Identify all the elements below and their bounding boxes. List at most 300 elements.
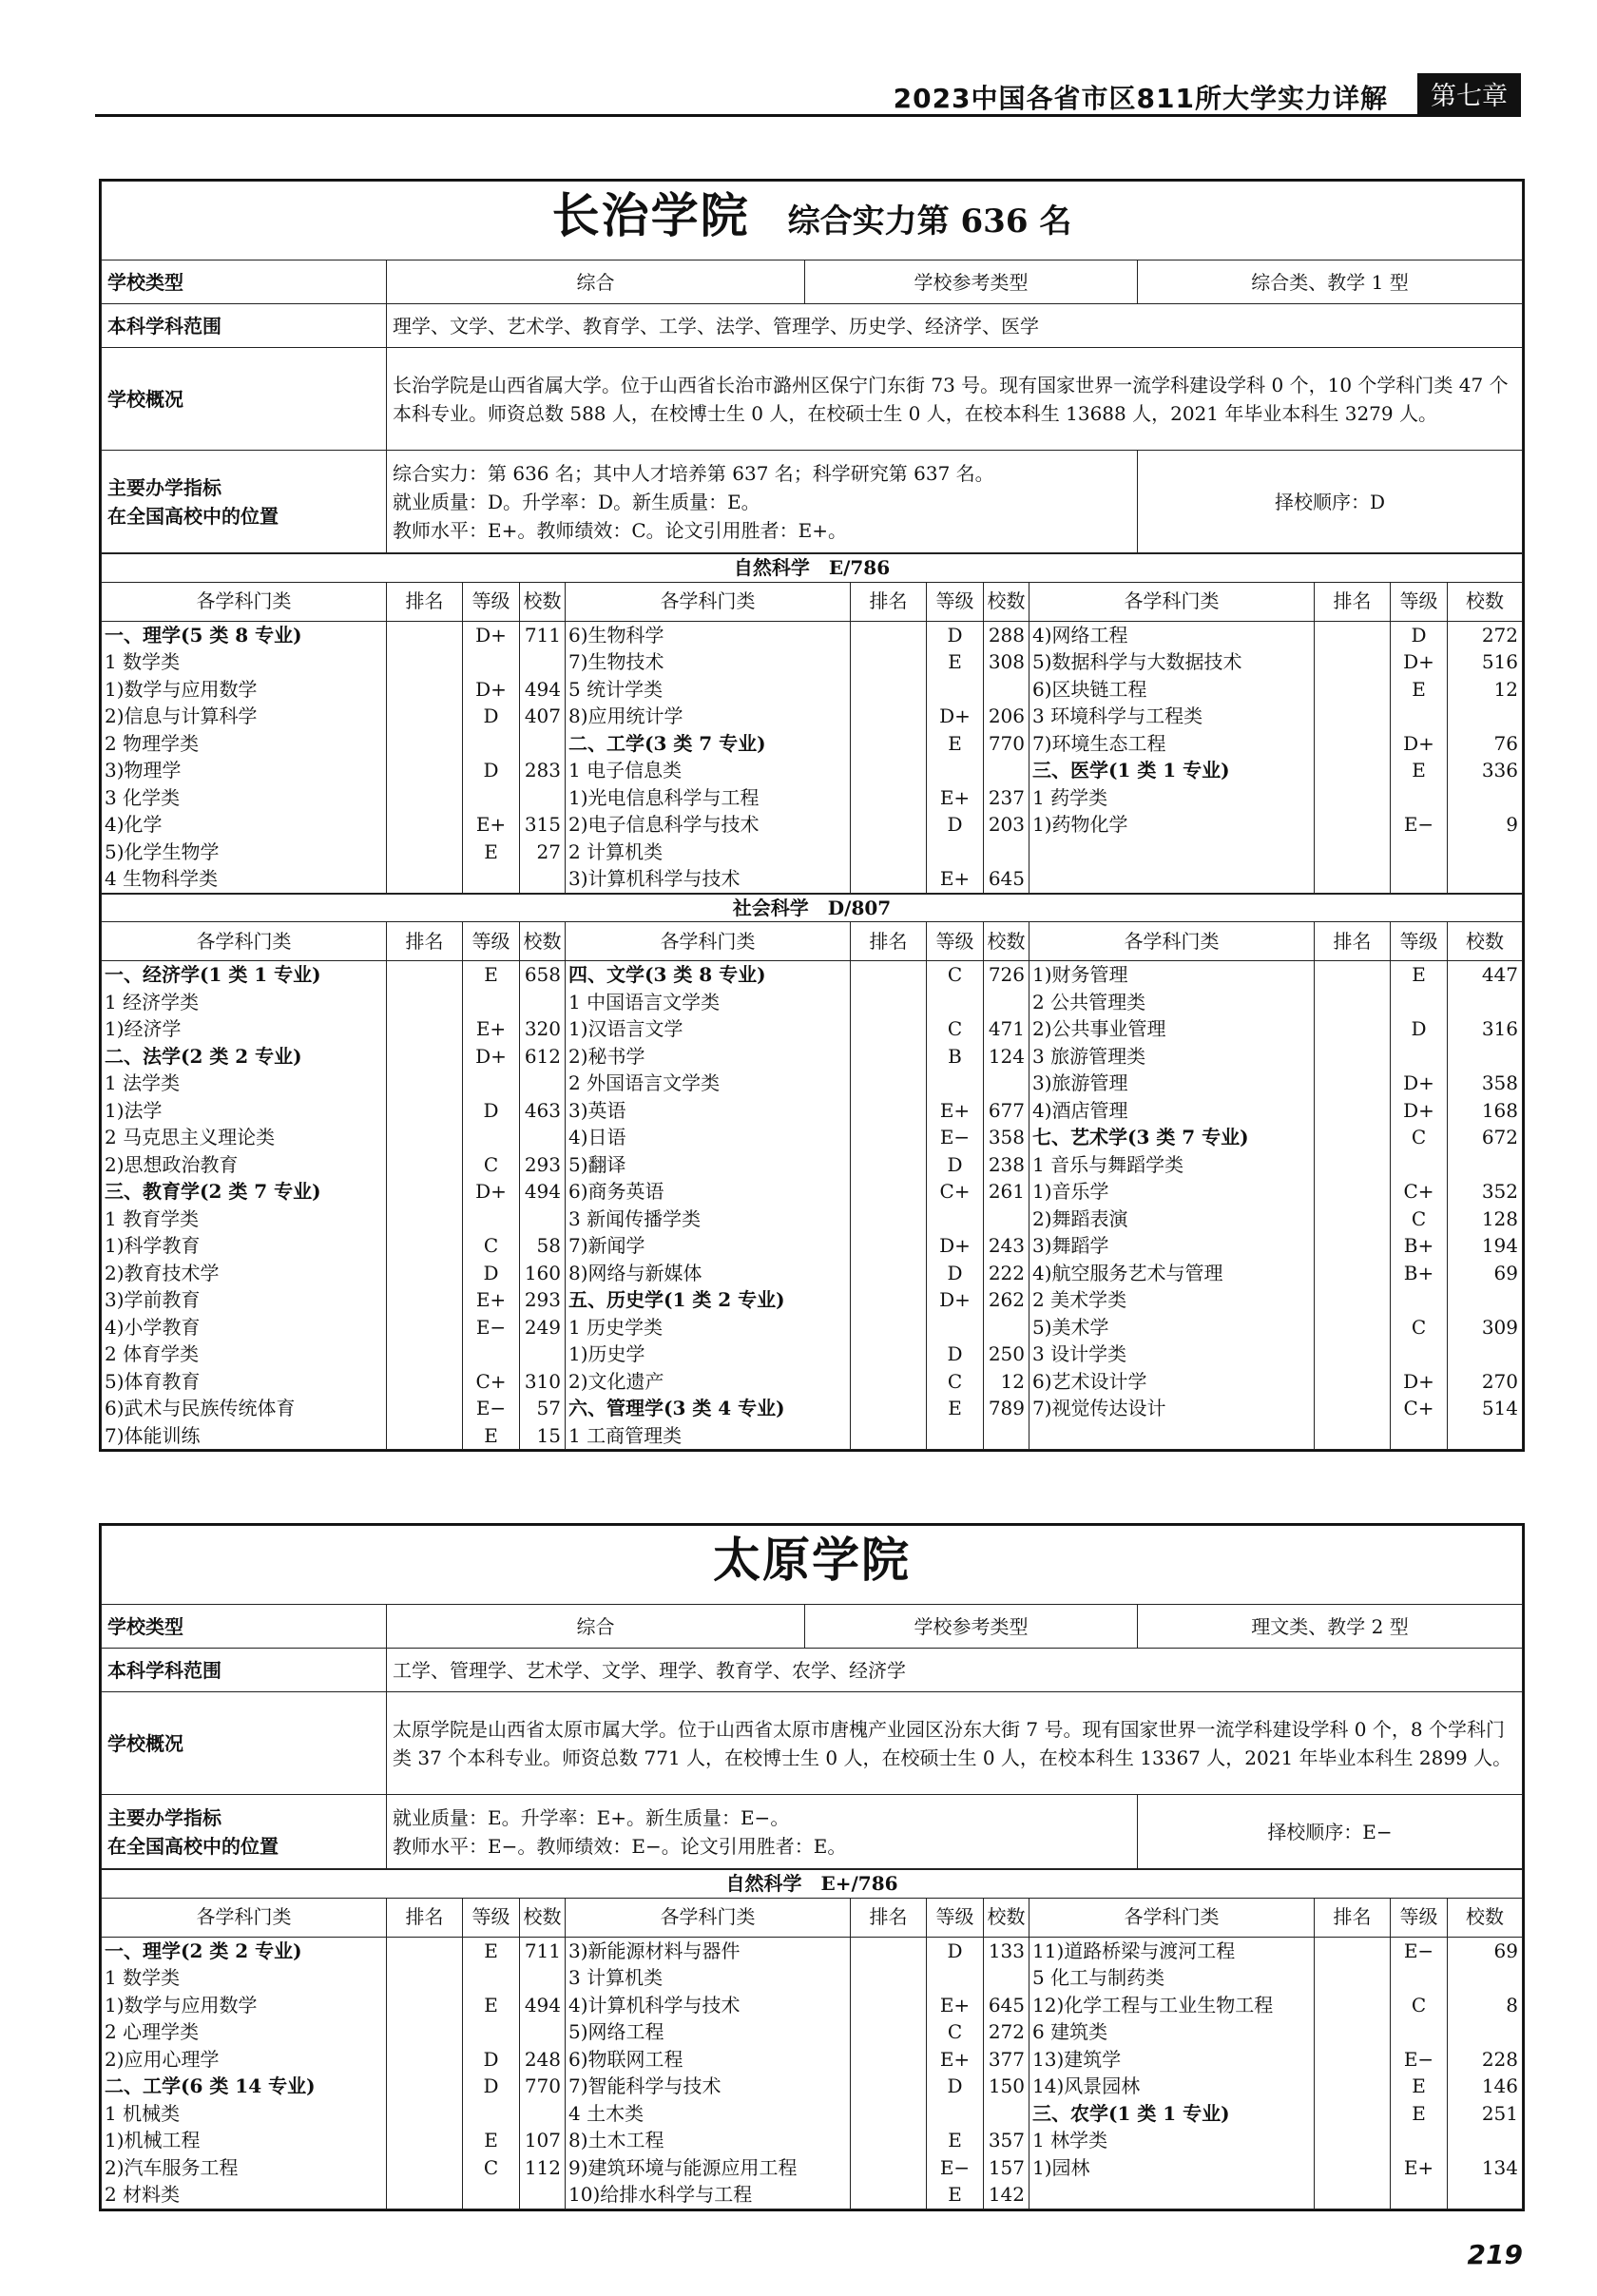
grade-cell	[927, 989, 984, 1016]
rank-cell	[851, 1395, 927, 1422]
column-header-row	[102, 582, 1523, 621]
count-cell: 194	[1448, 1232, 1523, 1260]
count-cell	[520, 2100, 566, 2128]
label-school-type: 学校类型	[102, 260, 387, 304]
subject-cell: 1 工商管理类	[566, 1422, 851, 1450]
grade-cell: E	[463, 1992, 520, 2019]
rank-cell	[851, 676, 927, 704]
col-rank: 排名	[1315, 1898, 1391, 1937]
count-cell: 658	[520, 961, 566, 989]
count-cell: 12	[984, 1368, 1029, 1396]
count-cell	[520, 648, 566, 676]
rank-cell	[851, 1015, 927, 1043]
rank-cell	[1315, 1206, 1391, 1233]
natural-science-table	[101, 553, 1523, 894]
count-cell: 494	[520, 1992, 566, 2019]
social-science-header: 社会科学 D/807	[102, 894, 1523, 922]
grade-cell: E	[463, 839, 520, 866]
subject-cell: 4)航空服务艺术与管理	[1029, 1260, 1315, 1287]
rank-cell	[387, 2046, 463, 2074]
count-cell	[1448, 839, 1523, 866]
grade-cell: D+	[463, 1043, 520, 1071]
col-grade: 等级	[927, 582, 984, 621]
rank-cell	[387, 1341, 463, 1368]
school-name: 长治学院	[551, 187, 750, 243]
count-cell: 69	[1448, 1937, 1523, 1964]
grade-cell: E+	[927, 865, 984, 893]
grade-cell: E	[1391, 757, 1448, 784]
rank-cell	[387, 730, 463, 758]
grade-cell: E+	[463, 1286, 520, 1314]
count-cell: 238	[984, 1151, 1029, 1179]
grade-cell	[1391, 2127, 1448, 2154]
rank-cell	[851, 730, 927, 758]
count-cell: 336	[1448, 757, 1523, 784]
table-row	[102, 2181, 1523, 2209]
subject-cell: 4)酒店管理	[1029, 1097, 1315, 1125]
count-cell: 76	[1448, 730, 1523, 758]
count-cell: 249	[520, 1314, 566, 1341]
count-cell: 645	[984, 865, 1029, 893]
grade-cell: C	[463, 1151, 520, 1179]
grade-cell: D+	[463, 621, 520, 648]
rank-cell	[851, 1422, 927, 1450]
count-cell: 168	[1448, 1097, 1523, 1125]
school-card-taiyuan	[99, 1523, 1525, 2211]
count-cell	[520, 1341, 566, 1368]
count-cell: 157	[984, 2154, 1029, 2182]
grade-cell: E	[1391, 2073, 1448, 2100]
grade-cell: E	[463, 2127, 520, 2154]
count-cell	[520, 2181, 566, 2209]
rank-cell	[1315, 1232, 1391, 1260]
ref-type-value: 综合类、教学 1 型	[1138, 260, 1523, 304]
label-indicators-line2: 在全国高校中的位置	[107, 1834, 279, 1858]
school-title	[102, 182, 1523, 260]
social-science-table	[101, 894, 1523, 1451]
subject-cell: 4)日语	[566, 1124, 851, 1151]
subject-cell	[1029, 2181, 1315, 2209]
running-header	[95, 70, 1521, 117]
rank-cell	[1315, 1070, 1391, 1097]
subject-cell: 8)应用统计学	[566, 703, 851, 730]
grade-cell	[1391, 865, 1448, 893]
count-cell: 711	[520, 621, 566, 648]
table-row	[102, 648, 1523, 676]
rank-cell	[1315, 961, 1391, 989]
rank-cell	[1315, 865, 1391, 893]
rank-cell	[387, 1395, 463, 1422]
natural-science-table	[101, 1869, 1523, 2209]
grade-cell	[1391, 839, 1448, 866]
col-rank: 排名	[1315, 922, 1391, 961]
count-cell: 288	[984, 621, 1029, 648]
rank-cell	[851, 1232, 927, 1260]
scope-value: 工学、管理学、艺术学、文学、理学、教育学、农学、经济学	[387, 1649, 1523, 1692]
count-cell: 352	[1448, 1178, 1523, 1206]
rank-cell	[1315, 1368, 1391, 1396]
subject-cell: 8)网络与新媒体	[566, 1260, 851, 1287]
rank-cell	[851, 1070, 927, 1097]
count-cell: 124	[984, 1043, 1029, 1071]
grade-cell	[1391, 1286, 1448, 1314]
subject-cell	[1029, 865, 1315, 893]
subject-cell: 3 环境科学与工程类	[1029, 703, 1315, 730]
subject-cell: 3 化学类	[102, 784, 387, 812]
grade-cell: D	[927, 811, 984, 839]
grade-cell	[463, 648, 520, 676]
grade-cell	[463, 2100, 520, 2128]
grade-cell	[927, 839, 984, 866]
subject-cell: 6 建筑类	[1029, 2018, 1315, 2046]
label-scope: 本科学科范围	[102, 1649, 387, 1692]
grade-cell: D+	[1391, 1070, 1448, 1097]
count-cell: 57	[520, 1395, 566, 1422]
grade-cell	[1391, 784, 1448, 812]
label-indicators-line1: 主要办学指标	[107, 1805, 221, 1829]
grade-cell: C	[1391, 1992, 1448, 2019]
count-cell	[984, 757, 1029, 784]
col-subject: 各学科门类	[566, 582, 851, 621]
grade-cell: E	[1391, 2100, 1448, 2128]
count-cell: 150	[984, 2073, 1029, 2100]
grade-cell	[463, 1124, 520, 1151]
grade-cell: D	[927, 1151, 984, 1179]
count-cell: 357	[984, 2127, 1029, 2154]
social-science-rows	[102, 961, 1523, 1450]
count-cell: 27	[520, 839, 566, 866]
rank-cell	[387, 757, 463, 784]
col-subject: 各学科门类	[102, 922, 387, 961]
ref-type-value: 理文类、教学 2 型	[1138, 1605, 1523, 1649]
table-row	[102, 1964, 1523, 1992]
rank-cell	[1315, 703, 1391, 730]
grade-cell	[927, 1422, 984, 1450]
count-cell: 69	[1448, 1260, 1523, 1287]
count-cell: 9	[1448, 811, 1523, 839]
indicator-line: 就业质量：D。升学率：D。新生质量：E。	[393, 490, 760, 513]
indicator-line: 教师水平：E+。教师绩效：C。论文引用胜者：E+。	[393, 518, 848, 542]
grade-cell	[1391, 989, 1448, 1016]
grade-cell	[927, 2100, 984, 2128]
subject-cell: 4)化学	[102, 811, 387, 839]
count-cell: 494	[520, 1178, 566, 1206]
rank-cell	[1315, 2018, 1391, 2046]
subject-cell: 11)道路桥梁与渡河工程	[1029, 1937, 1315, 1964]
col-count: 校数	[984, 922, 1029, 961]
grade-cell: E+	[463, 811, 520, 839]
subject-cell: 2 马克思主义理论类	[102, 1124, 387, 1151]
grade-cell: E−	[463, 1395, 520, 1422]
subject-cell: 1)音乐学	[1029, 1178, 1315, 1206]
grade-cell: C	[927, 961, 984, 989]
grade-cell: C	[463, 2154, 520, 2182]
count-cell	[984, 2100, 1029, 2128]
grade-cell: E+	[927, 784, 984, 812]
table-row	[102, 1341, 1523, 1368]
col-subject: 各学科门类	[102, 1898, 387, 1937]
col-count: 校数	[1448, 1898, 1523, 1937]
grade-cell: E−	[927, 2154, 984, 2182]
count-cell	[520, 1964, 566, 1992]
school-name: 太原学院	[713, 1532, 911, 1588]
grade-cell: D+	[927, 703, 984, 730]
table-row	[102, 1070, 1523, 1097]
rank-cell	[851, 621, 927, 648]
rank-cell	[851, 648, 927, 676]
subject-cell: 5)数据科学与大数据技术	[1029, 648, 1315, 676]
count-cell: 672	[1448, 1124, 1523, 1151]
natural-science-rows	[102, 621, 1523, 893]
rank-cell	[851, 2100, 927, 2128]
table-row	[102, 1206, 1523, 1233]
indicator-line: 就业质量：E。升学率：E+。新生质量：E−。	[393, 1805, 790, 1829]
grade-cell: D	[927, 1341, 984, 1368]
subject-cell: 5)美术学	[1029, 1314, 1315, 1341]
rank-cell	[387, 1260, 463, 1287]
grade-cell	[927, 757, 984, 784]
table-row	[102, 2073, 1523, 2100]
subject-cell: 2 美术学类	[1029, 1286, 1315, 1314]
grade-cell	[463, 989, 520, 1016]
subject-cell: 2)文化遗产	[566, 1368, 851, 1396]
grade-cell: D+	[1391, 648, 1448, 676]
rank-cell	[387, 2018, 463, 2046]
grade-cell	[1391, 703, 1448, 730]
rank-cell	[387, 1937, 463, 1964]
subject-cell: 3)英语	[566, 1097, 851, 1125]
grade-cell	[463, 2018, 520, 2046]
rank-cell	[1315, 1286, 1391, 1314]
grade-cell: D	[463, 1260, 520, 1287]
subject-cell: 3)舞蹈学	[1029, 1232, 1315, 1260]
col-subject: 各学科门类	[566, 922, 851, 961]
grade-cell	[463, 1206, 520, 1233]
subject-cell: 7)视觉传达设计	[1029, 1395, 1315, 1422]
subject-cell: 2 外国语言文学类	[566, 1070, 851, 1097]
subject-cell: 2)舞蹈表演	[1029, 1206, 1315, 1233]
rank-cell	[1315, 811, 1391, 839]
natural-science-header: 自然科学 E+/786	[102, 1870, 1523, 1899]
col-rank: 排名	[387, 1898, 463, 1937]
count-cell: 494	[520, 676, 566, 704]
subject-cell: 1 林学类	[1029, 2127, 1315, 2154]
grade-cell: E+	[927, 1097, 984, 1125]
subject-cell: 四、文学(3 类 8 专业)	[566, 961, 851, 989]
grade-cell	[463, 784, 520, 812]
subject-cell: 12)化学工程与工业生物工程	[1029, 1992, 1315, 2019]
choice-order: 择校顺序：E−	[1138, 1795, 1523, 1869]
subject-cell: 5)翻译	[566, 1151, 851, 1179]
rank-cell	[1315, 1964, 1391, 1992]
label-indicators	[102, 1795, 387, 1869]
rank-cell	[851, 2127, 927, 2154]
subject-cell: 5)化学生物学	[102, 839, 387, 866]
col-count: 校数	[984, 582, 1029, 621]
subject-cell: 2 体育学类	[102, 1341, 387, 1368]
subject-cell: 4 土木类	[566, 2100, 851, 2128]
grade-cell: E+	[927, 1992, 984, 2019]
grade-cell: D+	[1391, 1368, 1448, 1396]
rank-cell	[387, 1314, 463, 1341]
count-cell: 222	[984, 1260, 1029, 1287]
table-row	[102, 2127, 1523, 2154]
rank-cell	[1315, 2073, 1391, 2100]
table-row	[102, 811, 1523, 839]
col-subject: 各学科门类	[102, 582, 387, 621]
subject-cell: 1)历史学	[566, 1341, 851, 1368]
col-grade: 等级	[463, 582, 520, 621]
subject-cell: 二、工学(6 类 14 专业)	[102, 2073, 387, 2100]
subject-cell: 6)生物科学	[566, 621, 851, 648]
subject-cell: 2 心理学类	[102, 2018, 387, 2046]
rank-cell	[387, 1178, 463, 1206]
rank-cell	[387, 1964, 463, 1992]
subject-cell: 2 公共管理类	[1029, 989, 1315, 1016]
rank-cell	[387, 1043, 463, 1071]
subject-cell: 3 旅游管理类	[1029, 1043, 1315, 1071]
table-row	[102, 1124, 1523, 1151]
grade-cell	[1391, 1151, 1448, 1179]
grade-cell: E	[927, 648, 984, 676]
subject-cell: 2 物理学类	[102, 730, 387, 758]
subject-cell: 1 中国语言文学类	[566, 989, 851, 1016]
col-subject: 各学科门类	[1029, 922, 1315, 961]
rank-cell	[387, 865, 463, 893]
subject-cell: 五、历史学(1 类 2 专业)	[566, 1286, 851, 1314]
subject-cell: 六、管理学(3 类 4 专业)	[566, 1395, 851, 1422]
natural-science-rows	[102, 1937, 1523, 2209]
rank-cell	[387, 839, 463, 866]
rank-cell	[851, 1097, 927, 1125]
subject-cell: 1 药学类	[1029, 784, 1315, 812]
table-row	[102, 1043, 1523, 1071]
rank-cell	[387, 1151, 463, 1179]
count-cell: 770	[984, 730, 1029, 758]
count-cell: 160	[520, 1260, 566, 1287]
grade-cell: C	[927, 1368, 984, 1396]
grade-cell: C+	[1391, 1395, 1448, 1422]
table-row	[102, 1097, 1523, 1125]
subject-cell: 3)旅游管理	[1029, 1070, 1315, 1097]
col-grade: 等级	[1391, 1898, 1448, 1937]
rank-cell	[851, 961, 927, 989]
table-row	[102, 1992, 1523, 2019]
rank-cell	[1315, 1341, 1391, 1368]
rank-cell	[387, 1422, 463, 1450]
subject-cell: 1 法学类	[102, 1070, 387, 1097]
count-cell: 272	[984, 2018, 1029, 2046]
grade-cell: E+	[463, 1015, 520, 1043]
table-row	[102, 2100, 1523, 2128]
label-indicators	[102, 451, 387, 553]
count-cell	[1448, 703, 1523, 730]
grade-cell: E	[927, 1395, 984, 1422]
rank-cell	[387, 989, 463, 1016]
grade-cell: D	[463, 2046, 520, 2074]
grade-cell: C	[1391, 1124, 1448, 1151]
subject-cell: 1 历史学类	[566, 1314, 851, 1341]
column-header-row	[102, 1898, 1523, 1937]
count-cell	[520, 1070, 566, 1097]
grade-cell: D+	[1391, 1097, 1448, 1125]
subject-cell: 二、工学(3 类 7 专业)	[566, 730, 851, 758]
rank-cell	[1315, 621, 1391, 648]
subject-cell: 1)机械工程	[102, 2127, 387, 2154]
grade-cell: C	[1391, 1314, 1448, 1341]
subject-cell: 1 经济学类	[102, 989, 387, 1016]
table-row	[102, 2018, 1523, 2046]
subject-cell: 6)艺术设计学	[1029, 1368, 1315, 1396]
count-cell: 358	[984, 1124, 1029, 1151]
label-ref-type: 学校参考类型	[805, 1605, 1138, 1649]
grade-cell	[1391, 1964, 1448, 1992]
grade-cell	[463, 865, 520, 893]
grade-cell: E	[463, 1422, 520, 1450]
grade-cell: D+	[463, 676, 520, 704]
rank-cell	[387, 784, 463, 812]
count-cell	[984, 839, 1029, 866]
rank-cell	[851, 1124, 927, 1151]
subject-cell: 1)药物化学	[1029, 811, 1315, 839]
count-cell	[1448, 1341, 1523, 1368]
grade-cell: D+	[927, 1232, 984, 1260]
grade-cell: D	[463, 1097, 520, 1125]
count-cell	[1448, 865, 1523, 893]
rank-cell	[851, 757, 927, 784]
count-cell: 272	[1448, 621, 1523, 648]
rank-cell	[851, 703, 927, 730]
grade-cell: D	[927, 2073, 984, 2100]
subject-cell: 5)体育教育	[102, 1368, 387, 1396]
grade-cell	[463, 1964, 520, 1992]
grade-cell: B+	[1391, 1232, 1448, 1260]
subject-cell: 10)给排水科学与工程	[566, 2181, 851, 2209]
col-count: 校数	[984, 1898, 1029, 1937]
col-rank: 排名	[387, 582, 463, 621]
label-ref-type: 学校参考类型	[805, 260, 1138, 304]
table-row	[102, 784, 1523, 812]
subject-cell: 3)学前教育	[102, 1286, 387, 1314]
subject-cell: 1 电子信息类	[566, 757, 851, 784]
rank-cell	[387, 703, 463, 730]
count-cell	[1448, 2181, 1523, 2209]
count-cell	[520, 784, 566, 812]
chapter-badge: 第七章	[1417, 73, 1521, 114]
subject-cell: 3 计算机类	[566, 1964, 851, 1992]
grade-cell: E−	[463, 1314, 520, 1341]
subject-cell: 6)商务英语	[566, 1178, 851, 1206]
col-count: 校数	[520, 582, 566, 621]
col-grade: 等级	[1391, 922, 1448, 961]
subject-cell: 7)环境生态工程	[1029, 730, 1315, 758]
table-row	[102, 621, 1523, 648]
col-rank: 排名	[851, 1898, 927, 1937]
grade-cell: D	[1391, 1015, 1448, 1043]
count-cell: 250	[984, 1341, 1029, 1368]
count-cell: 471	[984, 1015, 1029, 1043]
subject-cell: 1 机械类	[102, 2100, 387, 2128]
grade-cell: D	[927, 1260, 984, 1287]
count-cell	[520, 1206, 566, 1233]
rank-cell	[851, 811, 927, 839]
rank-cell	[851, 2073, 927, 2100]
table-row	[102, 730, 1523, 758]
count-cell: 107	[520, 2127, 566, 2154]
rank-cell	[1315, 1043, 1391, 1071]
rank-cell	[1315, 730, 1391, 758]
grade-cell	[1391, 2181, 1448, 2209]
